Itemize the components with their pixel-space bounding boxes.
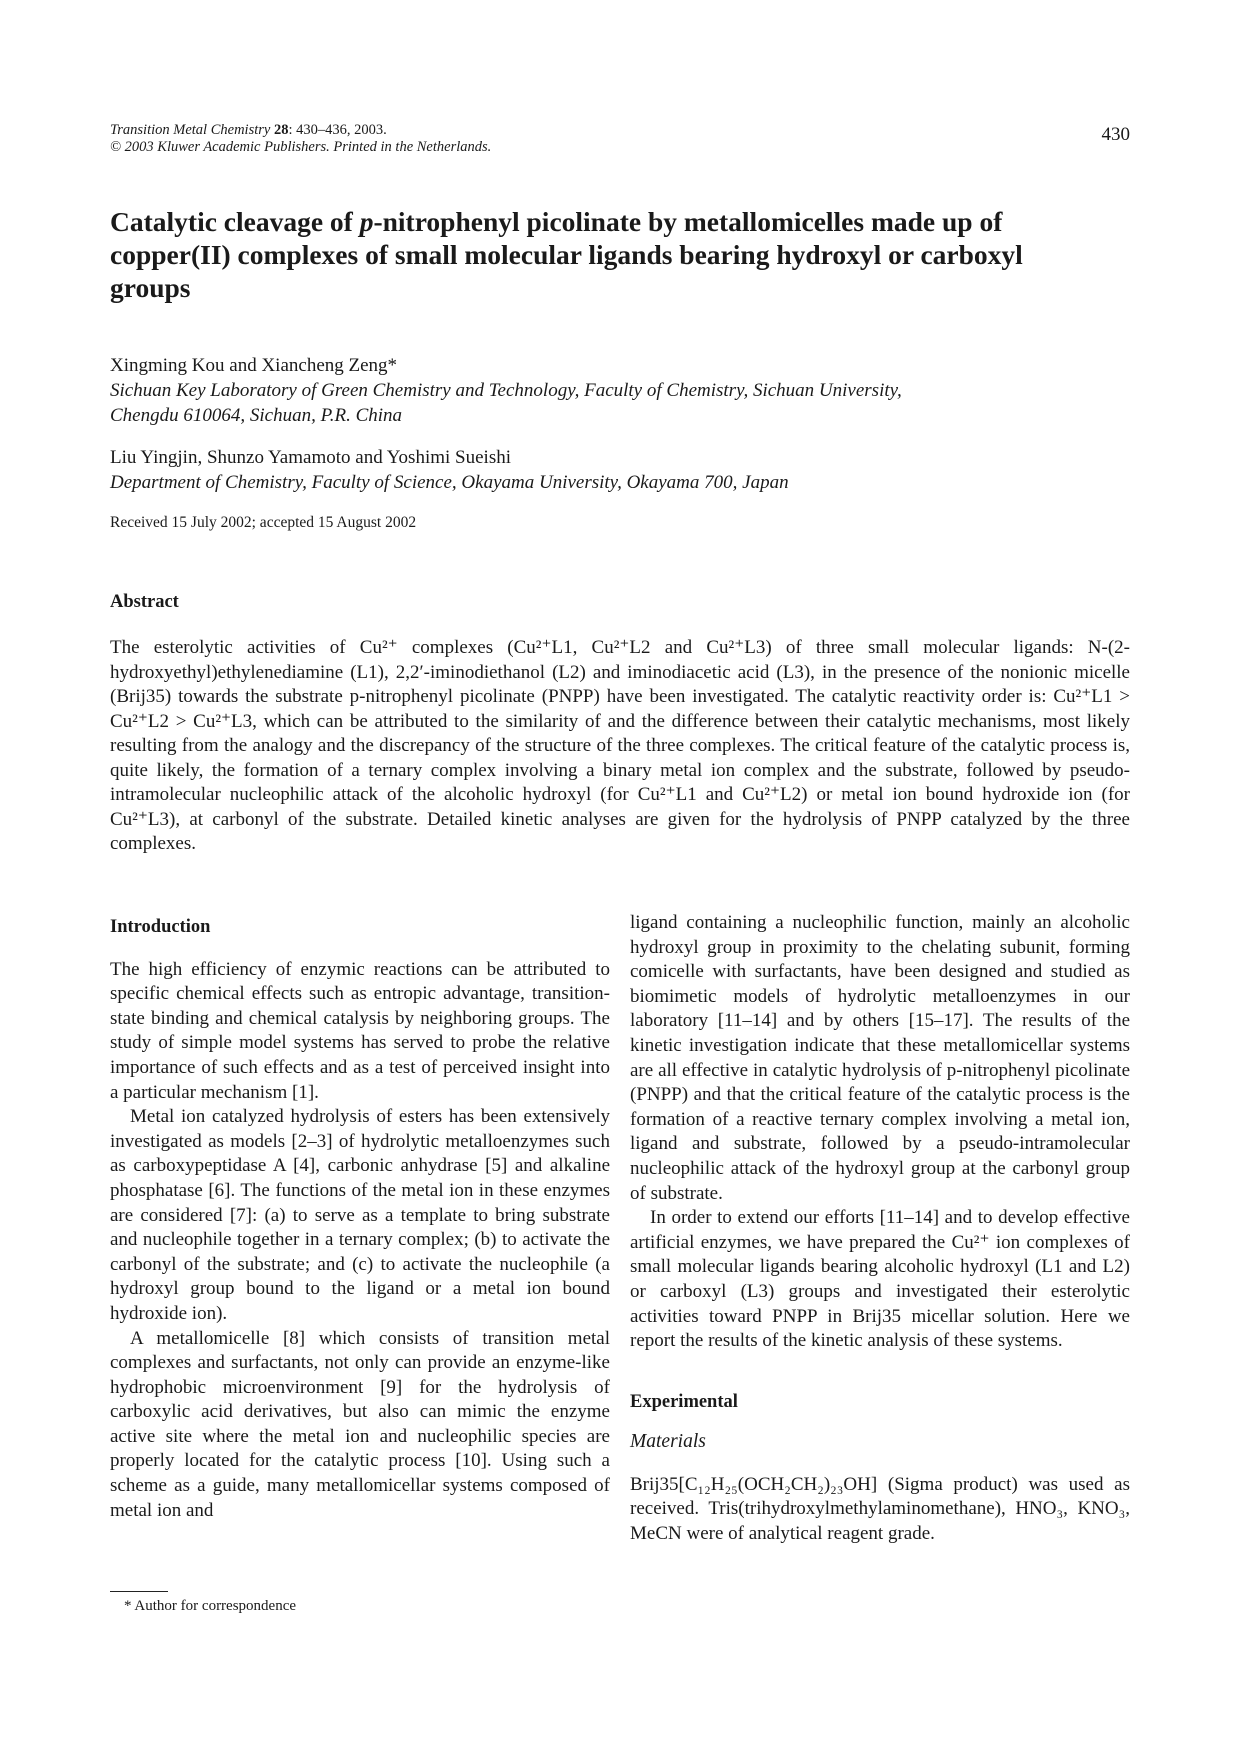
affiliation-1-line-2: Chengdu 610064, Sichuan, P.R. China <box>110 405 403 426</box>
title-part-1: Catalytic cleavage of <box>110 206 360 237</box>
materials-text: Brij35[C₁₂H₂₅(OCH₂CH₂)₂₃OH] (Sigma product) was used as received. Tris(trihydroxylmethylaminomethane), HNO₃, KNO₃, MeCN were of analytical reagent grade. <box>630 1473 1130 1545</box>
title-italic: p <box>359 206 374 237</box>
journal-pages-year: : 430–436, 2003. <box>288 122 387 138</box>
intro-paragraph-5: In order to extend our efforts [11–14] and to develop effective artificial enzymes, we have prepared the Cu²⁺ ion complexes of small molecular ligands bearing alcoholic hydroxyl (L1 and L2) or carboxyl (L3) groups and investigated their esterolytic activities toward PNPP in Brij35 micellar solution. Here we report the results of the kinetic analysis of these systems. <box>630 1207 1130 1352</box>
author-block-1 <box>110 353 902 428</box>
introduction-heading: Introduction <box>110 917 211 937</box>
authors-group-1: Xingming Kou and Xiancheng Zeng* <box>110 355 398 376</box>
abstract-heading: Abstract <box>110 592 179 612</box>
right-column <box>630 911 1130 1547</box>
journal-name: Transition Metal Chemistry <box>110 122 271 138</box>
intro-paragraph-4: ligand containing a nucleophilic function, mainly an alcoholic hydroxyl group in proximity to the chelating subunit, forming comicelle with surfactants, have been designed and studied as biomimetic models of hydrolytic metalloenzymes in our laboratory [11–14] and by others [15–17]. The results of the kinetic investigation indicate that these metallomicellar systems are all effective in catalytic hydrolysis of p-nitrophenyl picolinate (PNPP) and that the critical feature of the catalytic process is the formation of a reactive ternary complex involving a metal ion, ligand and substrate, followed by a pseudo-intramolecular nucleophilic attack of the hydroxyl group at the carbonyl group of substrate. <box>630 912 1130 1204</box>
affiliation-2: Department of Chemistry, Faculty of Science, Okayama University, Okayama 700, Japan <box>110 472 789 493</box>
affiliation-1-line-1: Sichuan Key Laboratory of Green Chemistry and Technology, Faculty of Chemistry, Sichuan University, <box>110 380 902 401</box>
journal-header <box>110 122 491 156</box>
page-number: 430 <box>1101 124 1130 145</box>
intro-paragraph-1: The high efficiency of enzymic reactions can be attributed to specific chemical effects such as entropic advantage, transition-state binding and chemical catalysis by neighboring groups. The study of simple model systems has served to probe the relative importance of such effects and as a test of perceived insight into a particular mechanism [1]. <box>110 958 610 1103</box>
experimental-heading: Experimental <box>630 1391 738 1412</box>
left-column <box>110 915 610 1523</box>
copyright-line: © 2003 Kluwer Academic Publishers. Printed in the Netherlands. <box>110 139 492 155</box>
footnote-rule <box>110 1591 168 1592</box>
intro-paragraph-2: Metal ion catalyzed hydrolysis of esters has been extensively investigated as models [2–3] of hydrolytic metalloenzymes such as carboxypeptidase A [4], carbonic anhydrase [5] and alkaline phosphatase [6]. The functions of the metal ion in these enzymes are considered [7]: (a) to serve as a template to bring substrate and nucleophile together in a ternary complex; (b) to activate the carbonyl of the substrate; and (c) to activate the nucleophile (a hydroxyl group bound to the ligand or a metal ion bound hydroxide ion). <box>110 1106 610 1324</box>
materials-subheading: Materials <box>630 1431 706 1453</box>
journal-volume: 28 <box>273 122 289 138</box>
received-dates: Received 15 July 2002; accepted 15 August 2002 <box>110 514 417 531</box>
authors-group-2: Liu Yingjin, Shunzo Yamamoto and Yoshimi Sueishi <box>110 447 511 468</box>
title-part-2: -nitrophenyl picolinate by metallomicelles made up of copper(II) complexes of small molecular ligands bearing hydroxyl or carboxyl groups <box>110 206 1023 303</box>
author-block-2 <box>110 445 789 495</box>
intro-paragraph-3: A metallomicelle [8] which consists of transition metal complexes and surfactants, not only can provide an enzyme-like hydrophobic microenvironment [9] for the hydrolysis of carboxylic acid derivatives, but also can mimic the enzyme active site where the metal ion and nucleophilic species are properly located for the catalytic process [10]. Using such a scheme as a guide, many metallomicellar systems composed of metal ion and <box>110 1327 610 1521</box>
article-title <box>110 205 1030 304</box>
footnote: * Author for correspondence <box>124 1598 297 1614</box>
abstract-text: The esterolytic activities of Cu²⁺ complexes (Cu²⁺L1, Cu²⁺L2 and Cu²⁺L3) of three small molecular ligands: N-(2-hydroxyethyl)ethylenediamine (L1), 2,2′-iminodiethanol (L2) and iminodiacetic acid (L3), in the presence of the nonionic micelle (Brij35) towards the substrate p-nitrophenyl picolinate (PNPP) have been investigated. The catalytic reactivity order is: Cu²⁺L1 > Cu²⁺L2 > Cu²⁺L3, which can be attributed to the similarity of and the difference between their catalytic mechanisms, most likely resulting from the analogy and the discrepancy of the structure of the three complexes. The critical feature of the catalytic process is, quite likely, the formation of a ternary complex involving a binary metal ion complex and the substrate, followed by pseudo-intramolecular nucleophilic attack of the alcoholic hydroxyl (for Cu²⁺L1 and Cu²⁺L2) or metal ion bound hydroxide ion (for Cu²⁺L3), at carbonyl of the substrate. Detailed kinetic analyses are given for the hydrolysis of PNPP catalyzed by the three complexes. <box>110 637 1130 854</box>
